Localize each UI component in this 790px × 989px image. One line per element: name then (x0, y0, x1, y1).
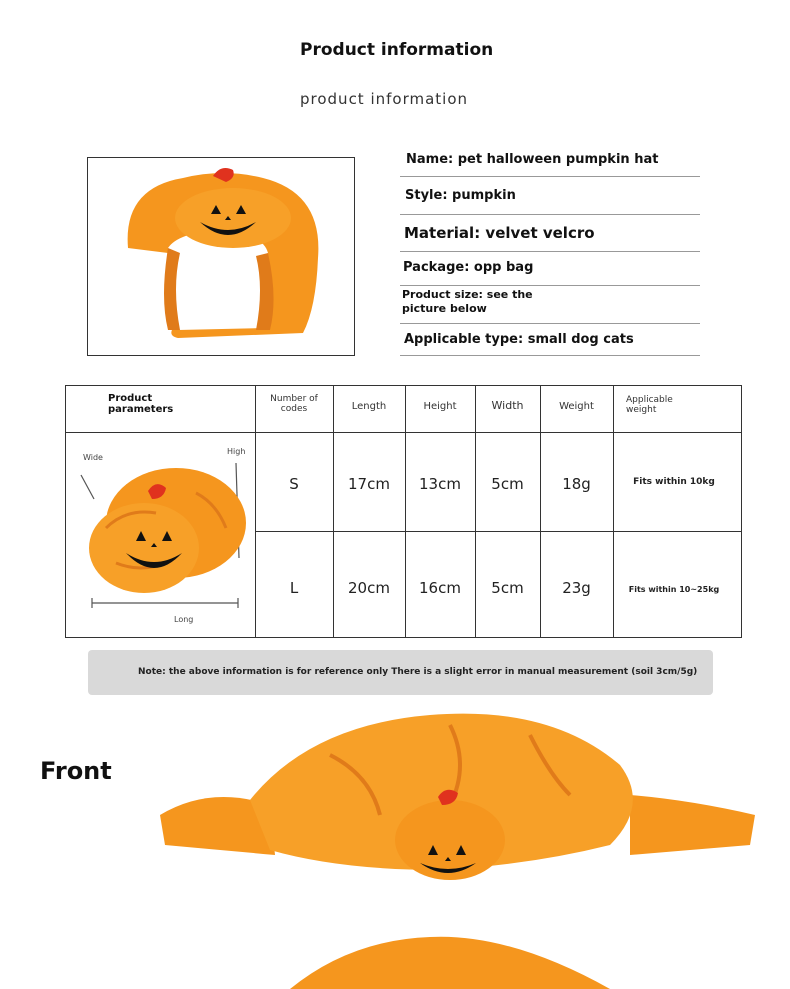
divider (400, 285, 700, 286)
header-height: Height (423, 401, 457, 412)
row-s-length: 17cm (348, 475, 390, 493)
row-s-height: 13cm (419, 475, 461, 493)
row-s-width: 5cm (491, 475, 524, 493)
label-high: High (227, 447, 246, 456)
row-l-applicable: Fits within 10~25kg (628, 585, 720, 594)
divider (400, 176, 700, 177)
page-title: Product information (300, 40, 494, 60)
header-product-parameters: Product parameters (108, 393, 174, 415)
front-label: Front (40, 757, 112, 785)
divider (400, 355, 700, 356)
header-weight: Weight (559, 401, 594, 412)
row-l-length: 20cm (348, 579, 390, 597)
parameters-table (65, 385, 742, 638)
header-number-of-codes: Number of codes (270, 394, 318, 414)
measurement-note (88, 650, 713, 695)
header-width: Width (491, 399, 524, 412)
header-applicable-weight: Applicable weight (626, 395, 673, 415)
page-subtitle: product information (300, 90, 469, 108)
product-info-list (400, 150, 700, 360)
divider (400, 323, 700, 324)
info-name: Name: pet halloween pumpkin hat (406, 152, 659, 167)
row-l-width: 5cm (491, 579, 524, 597)
divider (400, 251, 700, 252)
row-s-weight: 18g (562, 475, 591, 493)
row-s-code: S (289, 475, 299, 493)
size-diagram (66, 433, 255, 637)
pumpkin-diagram-image (66, 433, 255, 637)
label-long: Long (174, 615, 194, 624)
divider (400, 214, 700, 215)
row-l-height: 16cm (419, 579, 461, 597)
note-text: Note: the above information is for reference only There is a slight error in manual measurement (soil 3cm/5g) (138, 667, 698, 677)
header-length: Length (351, 401, 387, 412)
row-s-applicable: Fits within 10kg (633, 477, 715, 487)
front-view-image (150, 705, 770, 989)
label-wide: Wide (83, 453, 103, 462)
row-l-code: L (289, 579, 299, 597)
info-applicable: Applicable type: small dog cats (404, 332, 634, 347)
info-style: Style: pumpkin (405, 188, 516, 203)
info-size: Product size: see the picture below (402, 288, 533, 315)
info-package: Package: opp bag (403, 260, 534, 275)
pumpkin-hat-image (88, 158, 354, 355)
info-material: Material: velvet velcro (404, 224, 595, 242)
product-image (87, 157, 355, 356)
row-l-weight: 23g (562, 579, 591, 597)
